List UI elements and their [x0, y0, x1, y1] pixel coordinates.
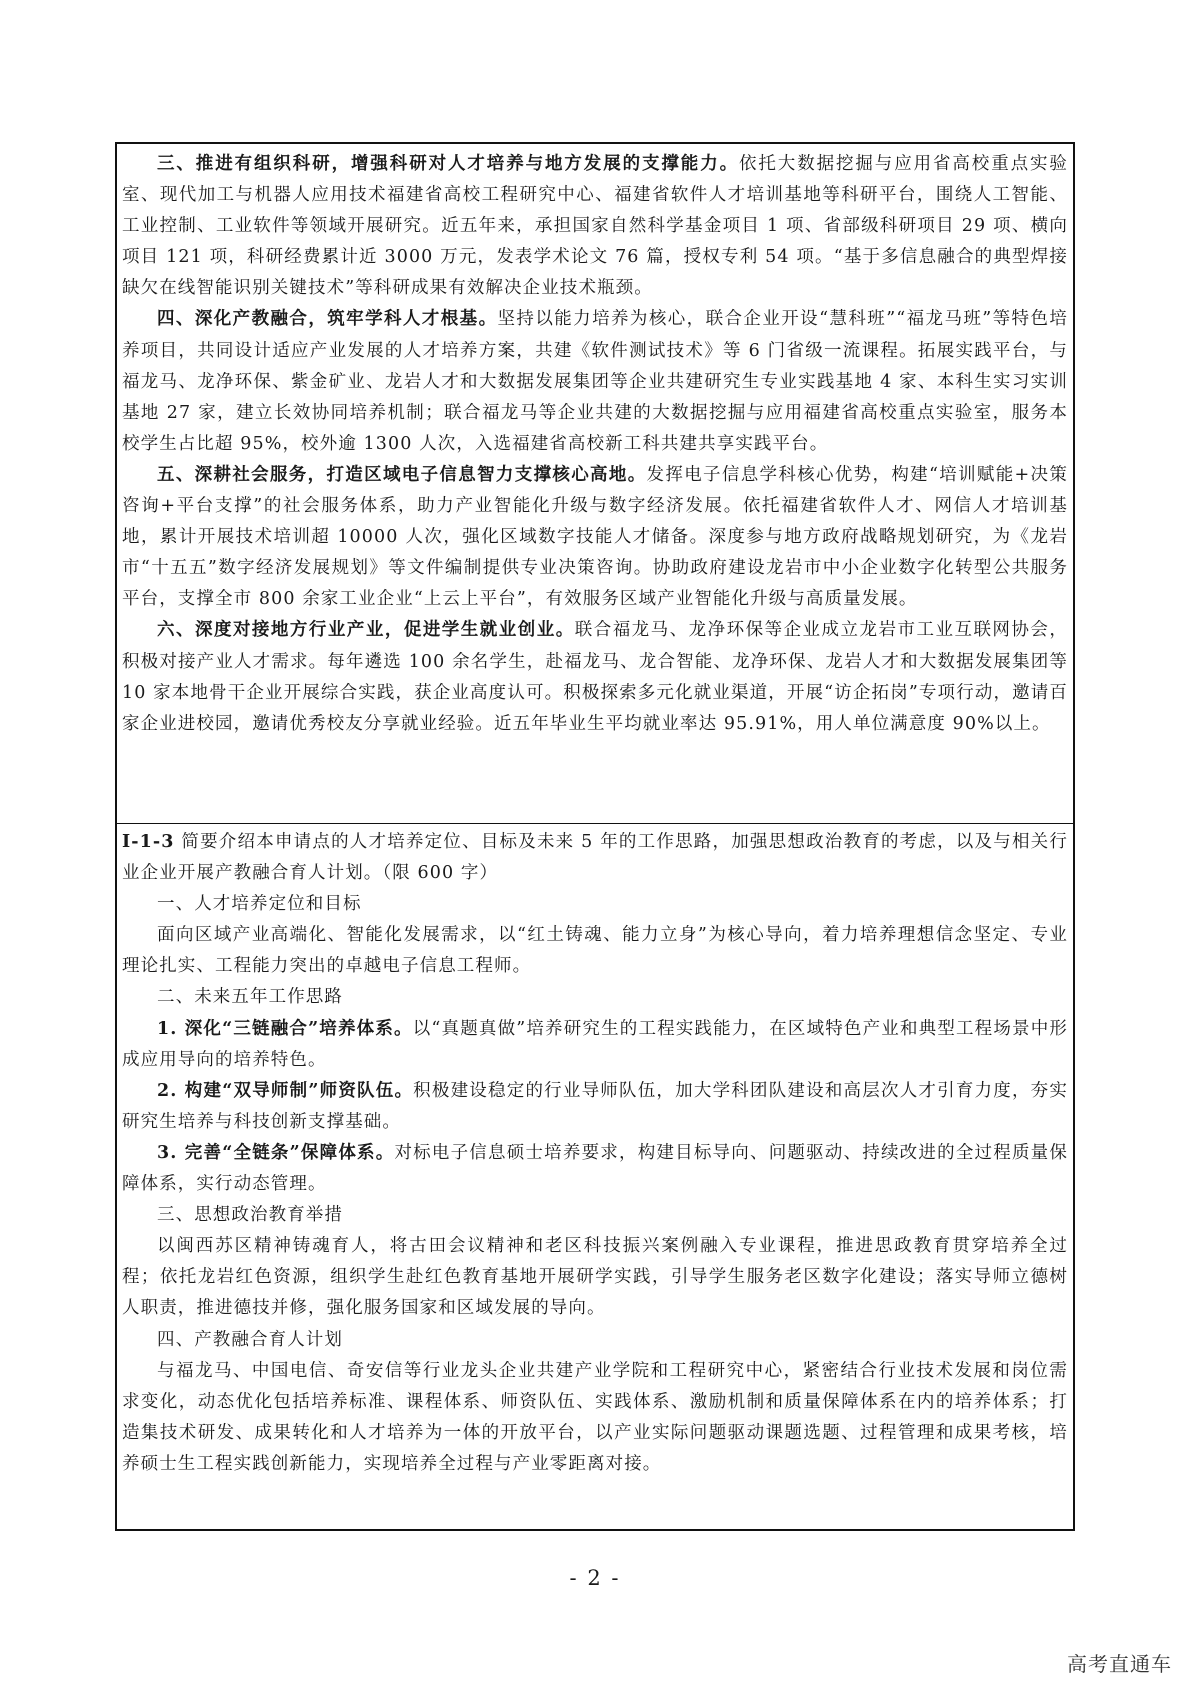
- section-achievements: [117, 144, 1073, 823]
- paragraph-research: [122, 149, 1068, 304]
- paragraph-body: 坚持以能力培养为核心，联合企业开设“慧科班”“福龙马班”等特色培养项目，共同设计适应产业发展的人才培养方案，共建《软件测试技术》等 6 门省级一流课程。拓展实践平台，与福龙马、龙净环保、紫金矿业、龙岩人才和大数据发展集团等企业共建研究生专业实践基地 4 家、本科生实习实训基地 27 家，建立长效协同培养机制；联合福龙马等企业共建的大数据挖掘与应用福建省高校重点实验室，服务本校学生占比超 95%，校外逾 1300 人次，入选福建省高校新工科共建共享实践平台。: [122, 309, 1068, 454]
- page-number: - 2 -: [569, 1566, 621, 1590]
- prompt-text: 简要介绍本申请点的人才培养定位、目标及未来 5 年的工作思路，加强思想政治教育的考虑，以及与相关行业企业开展产教融合育人计划。（限 600 字）: [122, 832, 1068, 884]
- item-body: 对标电子信息硕士培养要求，构建目标导向、问题驱动、持续改进的全过程质量保障体系，实行动态管理。: [122, 1142, 1068, 1195]
- paragraph-body: 依托大数据挖掘与应用省高校重点实验室、现代加工与机器人应用技术福建省高校工程研究中心、福建省软件人才培训基地等科研平台，围绕人工智能、工业控制、工业软件等领域开展研究。近五年来，承担国家自然科学基金项目 1 项、省部级科研项目 29 项、横向项目 121 项，科研经费累计近 3000 万元，发表学术论文 76 篇，授权专利 54 项。“基于多信息融合的典型焊接缺欠在线智能识别关键技术”等科研成果有效解决企业技术瓶颈。: [122, 154, 1068, 299]
- subheading-ideological-education: 三、思想政治教育举措: [157, 1205, 343, 1226]
- paragraph-heading: 四、深化产教融合，筑牢学科人才根基。: [157, 309, 498, 330]
- item-three-chain: [122, 1014, 1068, 1076]
- section-prompt: [122, 827, 1068, 889]
- subheading-five-year-plan: 二、未来五年工作思路: [157, 987, 343, 1008]
- paragraph-industry-education: [122, 304, 1068, 459]
- paragraph-industry-plan: 与福龙马、中国电信、奇安信等行业龙头企业共建产业学院和工程研究中心，紧密结合行业技术发展和岗位需求变化，动态优化包括培养标准、课程体系、师资队伍、实践体系、激励机制和质量保障体系在内的培养体系；打造集技术研发、成果转化和人才培养为一体的开放平台，以产业实际问题驱动课题选题、过程管理和成果考核，培养硕士生工程实践创新能力，实现培养全过程与产业零距离对接。: [122, 1360, 1068, 1474]
- item-dual-mentor: [122, 1076, 1068, 1138]
- item-full-chain: [122, 1138, 1068, 1200]
- paragraph-employment: [122, 615, 1068, 739]
- item-body: 积极建设稳定的行业导师队伍，加大学科团队建设和高层次人才引育力度，夯实研究生培养与科技创新支撑基础。: [122, 1080, 1068, 1132]
- paragraph-heading: 六、深度对接地方行业产业，促进学生就业创业。: [157, 620, 575, 641]
- paragraph-body: 发挥电子信息学科核心优势，构建“培训赋能+决策咨询+平台支撑”的社会服务体系，助力产业智能化升级与数字经济发展。依托福建省软件人才、网信人才培训基地，累计开展技术培训超 10000 人次，强化区域数字技能人才储备。深度参与地方政府战略规划研究，为《龙岩市“十五五”数字经济发展规划》等文件编制提供专业决策咨询。协助政府建设龙岩市中小企业数字化转型公共服务平台，支撑全市 800 余家工业企业“上云上平台”，有效服务区域产业智能化升级与高质量发展。: [122, 464, 1068, 610]
- paragraph-social-service: [122, 460, 1068, 615]
- item-title: 3. 完善“全链条”保障体系。: [157, 1142, 395, 1163]
- item-body: 以“真题真做”培养研究生的工程实践能力，在区域特色产业和典型工程场景中形成应用导向的培养特色。: [122, 1018, 1068, 1070]
- paragraph-body: 联合福龙马、龙净环保等企业成立龙岩市工业互联网协会，积极对接产业人才需求。每年遴选 100 余名学生，赴福龙马、龙合智能、龙净环保、龙岩人才和大数据发展集团等 10 家本地骨干企业开展综合实践，获企业高度认可。积极探索多元化就业渠道，开展“访企拓岗”专项行动，邀请百家企业进校园，邀请优秀校友分享就业经验。近五年毕业生平均就业率达 95.91%，用人单位满意度 90%以上。: [122, 620, 1068, 734]
- section-training-plan: [117, 823, 1073, 1529]
- subheading-positioning: 一、人才培养定位和目标: [157, 894, 362, 915]
- prompt-label: I-1-3: [122, 832, 175, 852]
- paragraph-positioning: 面向区域产业高端化、智能化发展需求，以“红土铸魂、能力立身”为核心导向，着力培养理想信念坚定、专业理论扎实、工程能力突出的卓越电子信息工程师。: [122, 925, 1068, 977]
- paragraph-heading: 三、推进有组织科研，增强科研对人才培养与地方发展的支撑能力。: [157, 154, 739, 174]
- paragraph-heading: 五、深耕社会服务，打造区域电子信息智力支撑核心高地。: [157, 464, 647, 485]
- item-title: 2. 构建“双导师制”师资队伍。: [157, 1080, 414, 1101]
- paragraph-ideological-education: 以闽西苏区精神铸魂育人，将古田会议精神和老区科技振兴案例融入专业课程，推进思政教育贯穿培养全过程；依托龙岩红色资源，组织学生赴红色教育基地开展研学实践，引导学生服务老区数字化建设；落实导师立德树人职责，推进德技并修，强化服务国家和区域发展的导向。: [122, 1236, 1068, 1319]
- form-table: [115, 142, 1075, 1531]
- watermark: 高考直通车: [1067, 1652, 1172, 1676]
- item-title: 1. 深化“三链融合”培养体系。: [157, 1018, 413, 1039]
- subheading-industry-plan: 四、产教融合育人计划: [157, 1329, 343, 1350]
